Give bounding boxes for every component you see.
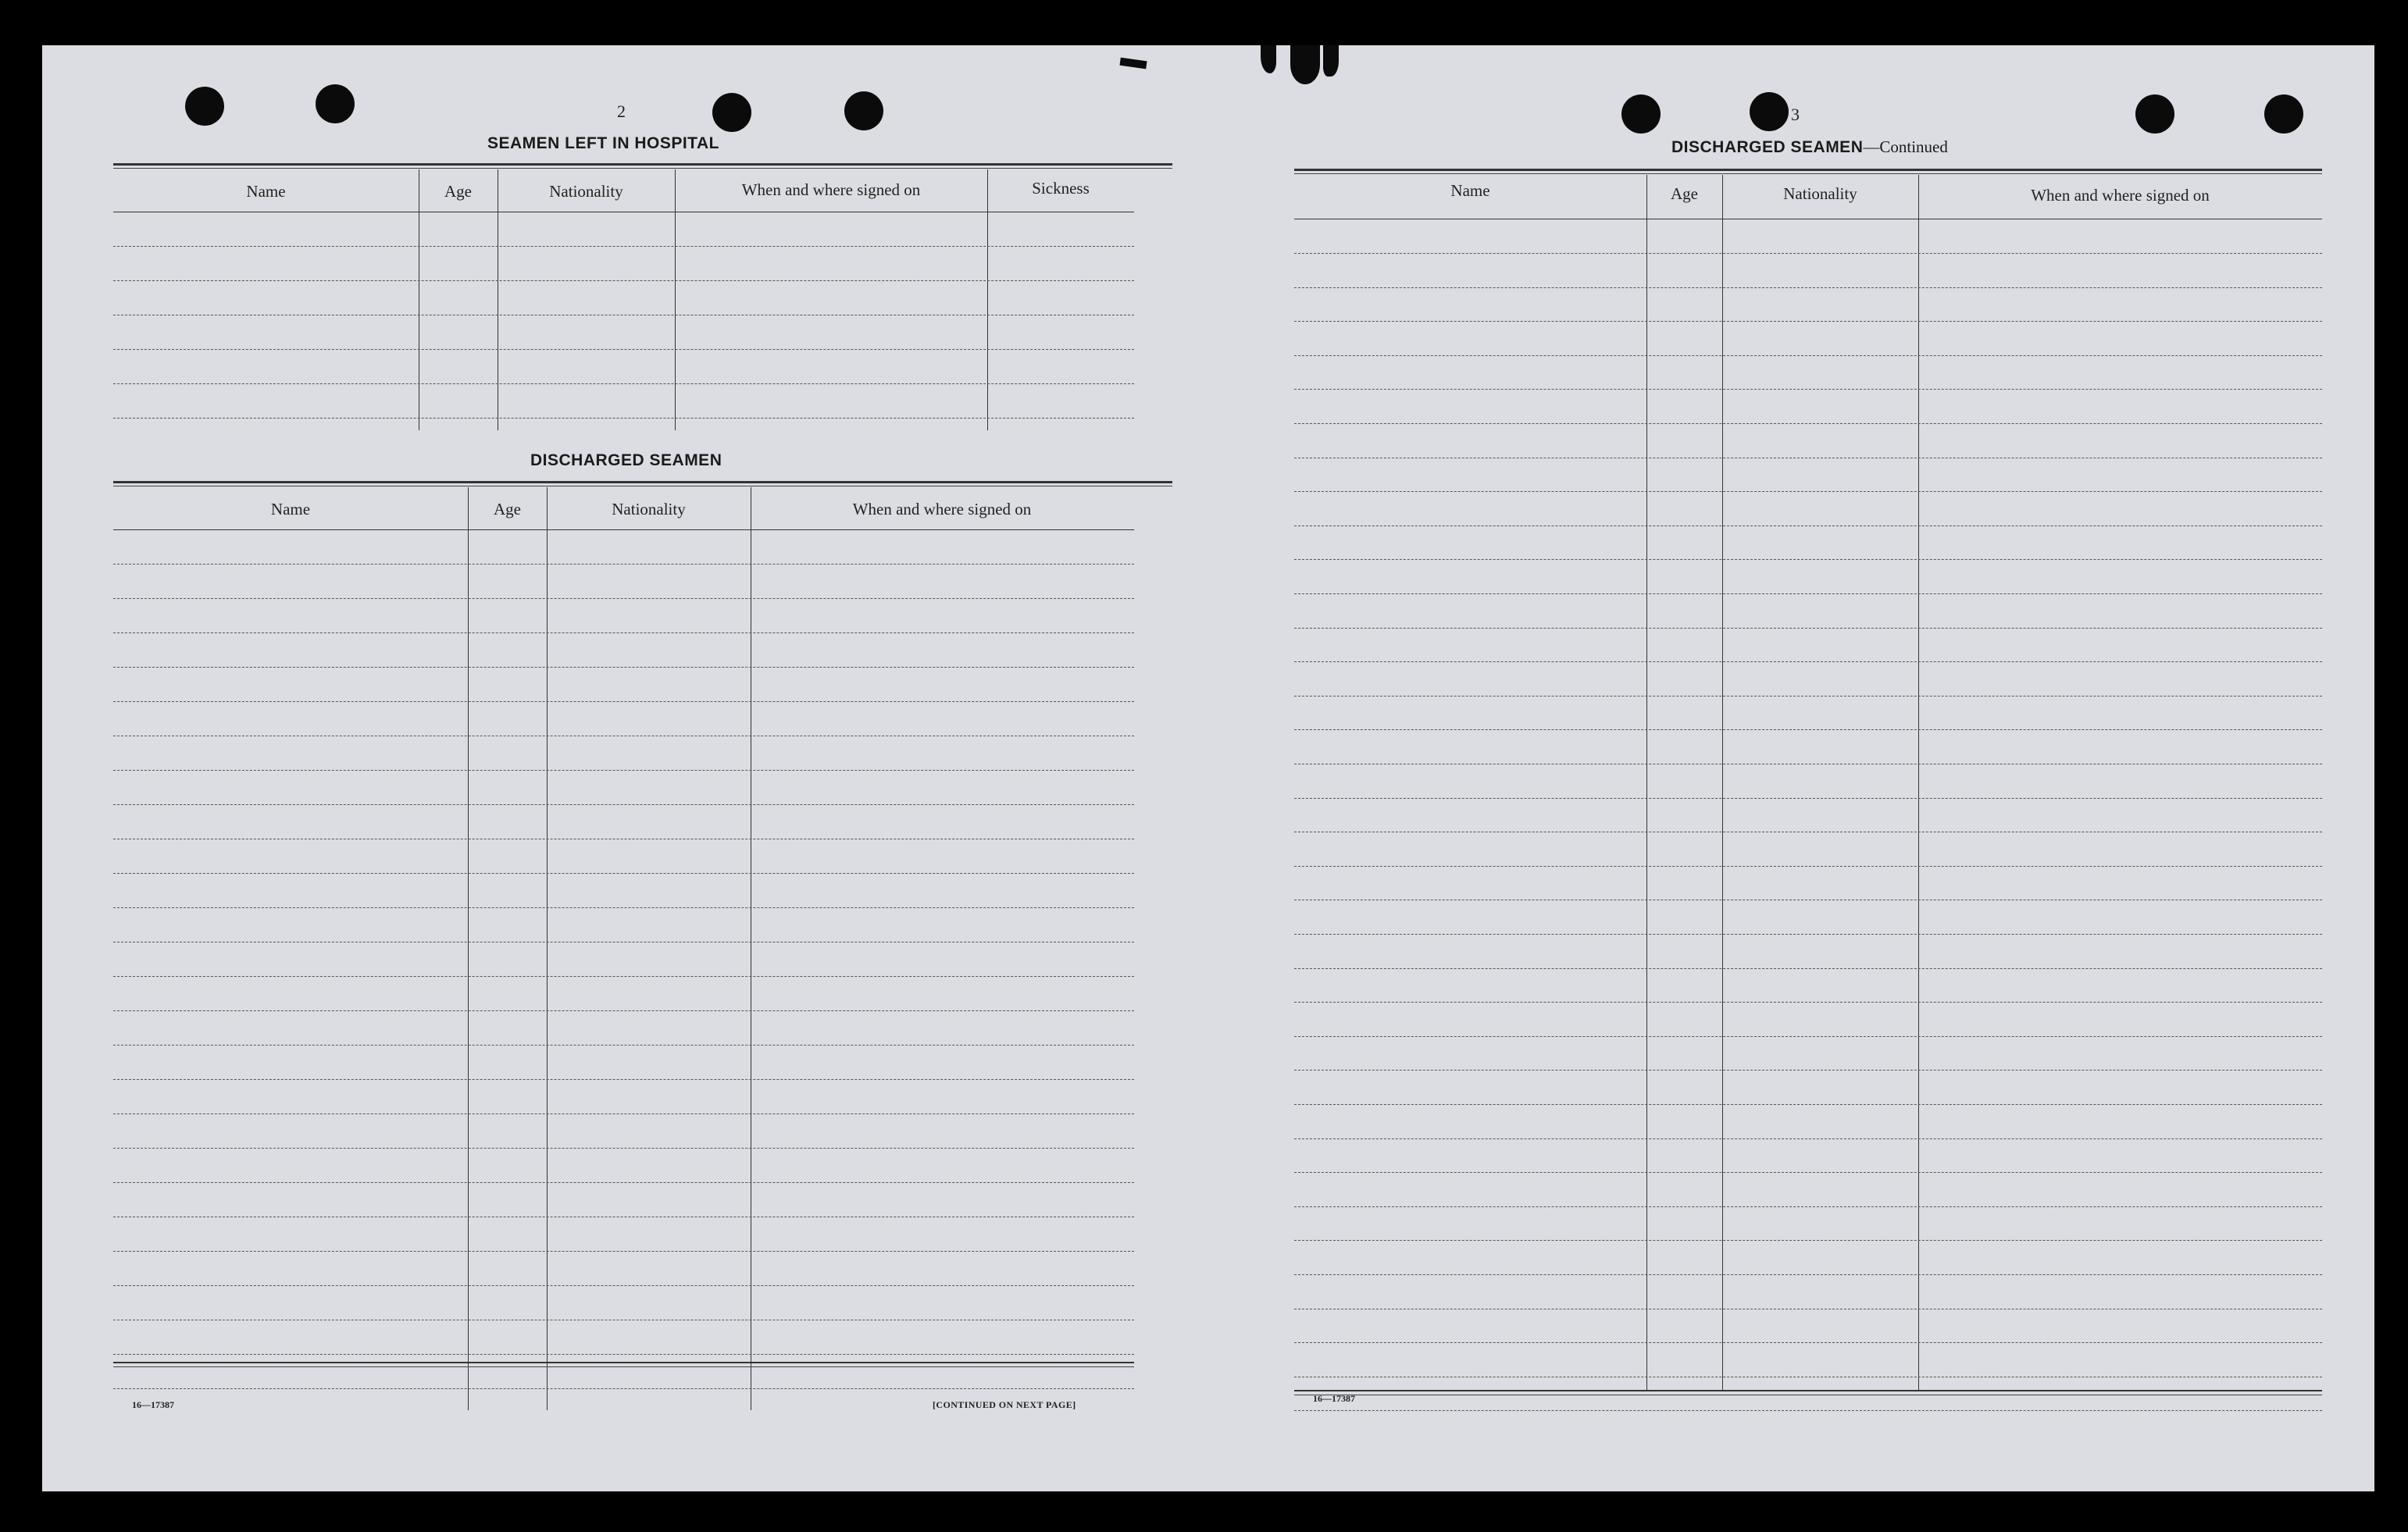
table-top-rule (1294, 173, 2322, 174)
blank-entry-row (113, 280, 1134, 281)
blank-entry-row (113, 873, 1134, 874)
column-header-nationality: Nationality (549, 182, 623, 201)
punch-hole (1750, 92, 1789, 131)
column-header-age: Age (1671, 184, 1698, 203)
table-top-rule (113, 163, 1172, 166)
blank-entry-row (113, 598, 1134, 599)
blank-entry-row (113, 1079, 1134, 1080)
punch-hole (2135, 94, 2174, 134)
discharged-table (113, 481, 1172, 1449)
column-divider (987, 169, 988, 430)
blank-entry-row (1294, 1274, 2322, 1275)
blank-entry-row (1294, 423, 2322, 424)
punch-hole (712, 93, 751, 132)
column-divider (1646, 175, 1647, 1390)
column-header-age: Age (494, 500, 521, 518)
column-header-when-where: When and where signed on (741, 180, 921, 199)
blank-entry-row (1294, 491, 2322, 492)
blank-entry-row (113, 1285, 1134, 1286)
blank-entry-row (113, 667, 1134, 668)
blank-entry-row (1294, 866, 2322, 867)
column-header-when-where: When and where signed on (2031, 186, 2210, 205)
column-divider (547, 487, 548, 1410)
table-top-rule (1294, 169, 2322, 171)
blank-entry-row (1294, 696, 2322, 697)
blank-entry-row (1294, 355, 2322, 356)
blank-entry-row (113, 564, 1134, 565)
blank-entry-row (113, 246, 1134, 247)
blank-entry-row (113, 1010, 1134, 1011)
discharged-continued-table (1294, 169, 2322, 1434)
blank-entry-row (1294, 628, 2322, 629)
blank-entry-row (1294, 321, 2322, 322)
blank-entry-row (1294, 968, 2322, 969)
punch-hole (2264, 94, 2303, 134)
right-page (1208, 45, 2374, 1491)
column-divider (675, 169, 676, 430)
blank-entry-row (113, 907, 1134, 908)
blank-entry-row (1294, 729, 2322, 730)
column-header-when-where: When and where signed on (852, 500, 1032, 518)
blank-entry-row (1294, 253, 2322, 254)
hospital-table (113, 163, 1172, 471)
punch-hole (316, 84, 355, 123)
blank-entry-row (113, 1388, 1134, 1389)
blank-entry-row (113, 1113, 1134, 1114)
blank-entry-row (1294, 1172, 2322, 1173)
blank-entry-row (1294, 389, 2322, 390)
discharged-continued-title (1671, 137, 1948, 157)
column-divider (1918, 175, 1919, 1390)
continued-suffix: —Continued (1863, 137, 1948, 156)
table-bottom-rule (113, 1362, 1134, 1363)
blank-entry-row (1294, 1104, 2322, 1105)
blank-entry-row (1294, 1206, 2322, 1207)
column-header-sickness: Sickness (1032, 179, 1090, 198)
table-bottom-rule (113, 1366, 1134, 1367)
punch-hole (1621, 94, 1661, 134)
blank-entry-row (113, 701, 1134, 702)
blank-entry-row (1294, 1240, 2322, 1241)
blank-entry-row (113, 770, 1134, 771)
blank-entry-row (1294, 934, 2322, 935)
punch-hole (844, 91, 883, 130)
column-header-nationality: Nationality (1783, 184, 1857, 203)
column-header-name: Name (270, 500, 311, 518)
paper-spread (42, 45, 2374, 1491)
blank-entry-row (113, 418, 1134, 419)
blank-entry-row (1294, 1002, 2322, 1003)
punch-hole (185, 87, 224, 126)
blank-entry-row (1294, 559, 2322, 560)
table-bottom-rule (1294, 1390, 2322, 1391)
blank-entry-row (1294, 1036, 2322, 1037)
blank-entry-row (113, 383, 1134, 384)
blank-entry-row (113, 1182, 1134, 1183)
discharged-continued-title-main: DISCHARGED SEAMEN (1671, 138, 1864, 156)
discharged-section-title: DISCHARGED SEAMEN (530, 451, 722, 469)
blank-entry-row (1294, 287, 2322, 288)
blank-entry-row (113, 1251, 1134, 1252)
blank-entry-row (113, 632, 1134, 633)
blank-entry-row (113, 349, 1134, 350)
table-top-rule (113, 168, 1172, 169)
blank-entry-row (1294, 1410, 2322, 1411)
blank-entry-row (1294, 593, 2322, 594)
column-divider (468, 487, 469, 1410)
column-divider (1722, 175, 1723, 1390)
blank-entry-row (1294, 661, 2322, 662)
blank-entry-row (113, 1045, 1134, 1046)
column-header-name: Name (246, 182, 286, 201)
page-number: 3 (1791, 105, 1800, 124)
blank-entry-row (113, 1354, 1134, 1355)
blank-entry-row (113, 804, 1134, 805)
blank-entry-row (1294, 1342, 2322, 1343)
hospital-section-title: SEAMEN LEFT IN HOSPITAL (487, 134, 719, 152)
left-page (42, 45, 1208, 1491)
page-number: 2 (617, 102, 626, 121)
blank-entry-row (113, 976, 1134, 977)
column-header-nationality: Nationality (612, 500, 686, 518)
form-number: 16—17387 (132, 1399, 174, 1410)
column-header-name: Name (1450, 181, 1490, 200)
column-header-age: Age (444, 182, 472, 201)
blank-entry-row (113, 1148, 1134, 1149)
table-top-rule (113, 481, 1172, 483)
blank-entry-row (1294, 798, 2322, 799)
header-rule (113, 529, 1134, 530)
form-number: 16—17387 (1313, 1393, 1355, 1404)
continued-note: [CONTINUED ON NEXT PAGE] (933, 1399, 1076, 1410)
blank-entry-row (1294, 1070, 2322, 1071)
blank-entry-row (1294, 1138, 2322, 1139)
